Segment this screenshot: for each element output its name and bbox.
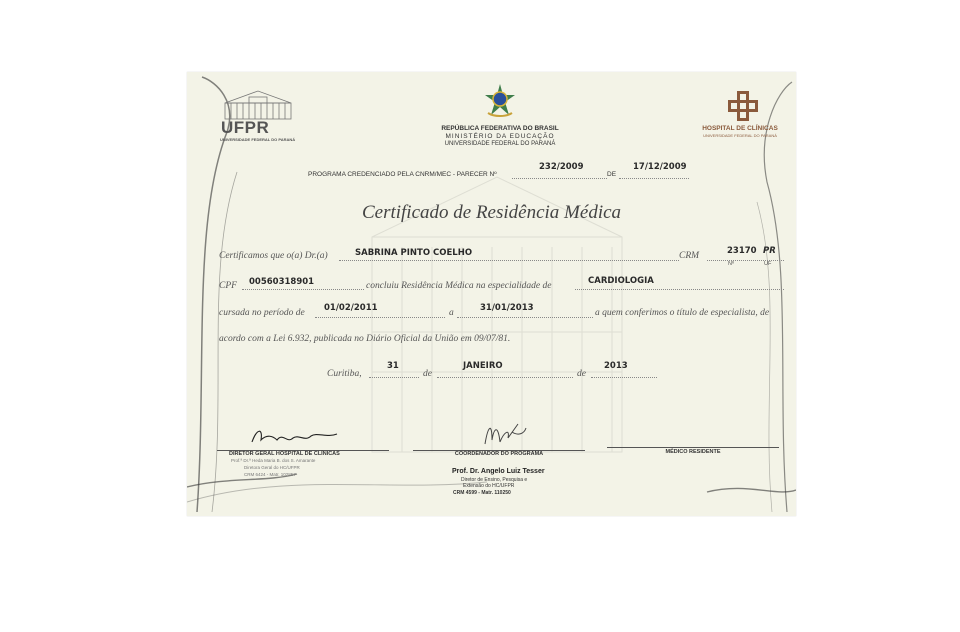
- period-label: cursada no período de: [219, 308, 305, 318]
- director-reg: CRM 6424 - Matr. 102857: [244, 472, 296, 477]
- law-text: acordo com a Lei 6.932, publicada no Diário Oficial da União em 09/07/81.: [219, 334, 511, 344]
- coordinator-stamp-line1: Diretor de Ensino, Pesquisa e: [461, 477, 528, 483]
- city-label: Curitiba,: [327, 369, 362, 379]
- certificate-title: Certificado de Residência Médica: [361, 202, 622, 223]
- crm-no-label: Nº: [728, 261, 734, 267]
- coordinator-stamp-name: Prof. Dr. Angelo Luiz Tesser: [452, 468, 545, 475]
- coordinator-stamp-line2: Extensão do HC/UFPR: [463, 483, 515, 489]
- coordinator-signature: [480, 418, 530, 448]
- doctor-name: SABRINA PINTO COELHO: [355, 248, 473, 258]
- period-a-label: a: [449, 308, 454, 318]
- cpf-number: 00560318901: [249, 277, 315, 287]
- republic-line: REPÚBLICA FEDERATIVA DO BRASIL: [441, 125, 559, 132]
- coordinator-role: COORDENADOR DO PROGRAMA: [454, 451, 544, 457]
- program-de-label: DE: [607, 171, 617, 178]
- hospital-logo-subtitle: UNIVERSIDADE FEDERAL DO PARANÁ: [703, 133, 777, 138]
- end-date: 31/01/2013: [480, 303, 534, 313]
- specialty: CARDIOLOGIA: [588, 276, 654, 286]
- director-signature: [247, 424, 347, 448]
- director-role: DIRETOR GERAL HOSPITAL DE CLÍNICAS: [229, 451, 340, 457]
- certificate-paper: [187, 72, 796, 516]
- start-date: 01/02/2011: [324, 303, 378, 313]
- date-de-1: de: [423, 369, 432, 379]
- brazil-coat-of-arms-icon: [482, 83, 518, 119]
- certify-label: Certificamos que o(a) Dr.(a): [219, 251, 328, 261]
- resident-role: MÉDICO RESIDENTE: [665, 449, 721, 455]
- parecer-number: 232/2009: [539, 162, 584, 172]
- crm-uf-label: UF: [764, 261, 772, 267]
- ministry-line: MINISTÉRIO DA EDUCAÇÃO: [445, 133, 555, 140]
- crm-uf: PR: [763, 246, 776, 256]
- director-title: Diretora Geral do HC/UFPR: [244, 465, 300, 470]
- concluiu-text: concluiu Residência Médica na especialidade de: [366, 281, 552, 291]
- date-day: 31: [387, 361, 399, 371]
- program-label: PROGRAMA CREDENCIADO PELA CNRM/MEC - PARECER Nº: [308, 171, 497, 178]
- hospital-logo-text: HOSPITAL DE CLÍNICAS: [702, 125, 778, 132]
- crm-number: 23170: [727, 246, 757, 256]
- ufpr-logo-subtitle: UNIVERSIDADE FEDERAL DO PARANÁ: [220, 137, 296, 142]
- ufpr-logo-text: UFPR: [221, 118, 270, 137]
- crm-label: CRM: [679, 251, 700, 261]
- parecer-date: 17/12/2009: [633, 162, 687, 172]
- cpf-label: CPF: [219, 281, 237, 291]
- director-name: Prof.ª Dr.ª Heda Maria B. dos S. Amarante: [231, 458, 316, 463]
- date-de-2: de: [577, 369, 586, 379]
- coordinator-stamp-reg: CRM 4599 - Matr. 110250: [453, 490, 511, 496]
- date-month: JANEIRO: [463, 361, 503, 371]
- hospital-cross-icon: [726, 89, 760, 123]
- university-line: UNIVERSIDADE FEDERAL DO PARANÁ: [444, 141, 556, 147]
- date-year: 2013: [604, 361, 628, 371]
- confer-text: a quem conferimos o título de especialista, de: [595, 308, 770, 318]
